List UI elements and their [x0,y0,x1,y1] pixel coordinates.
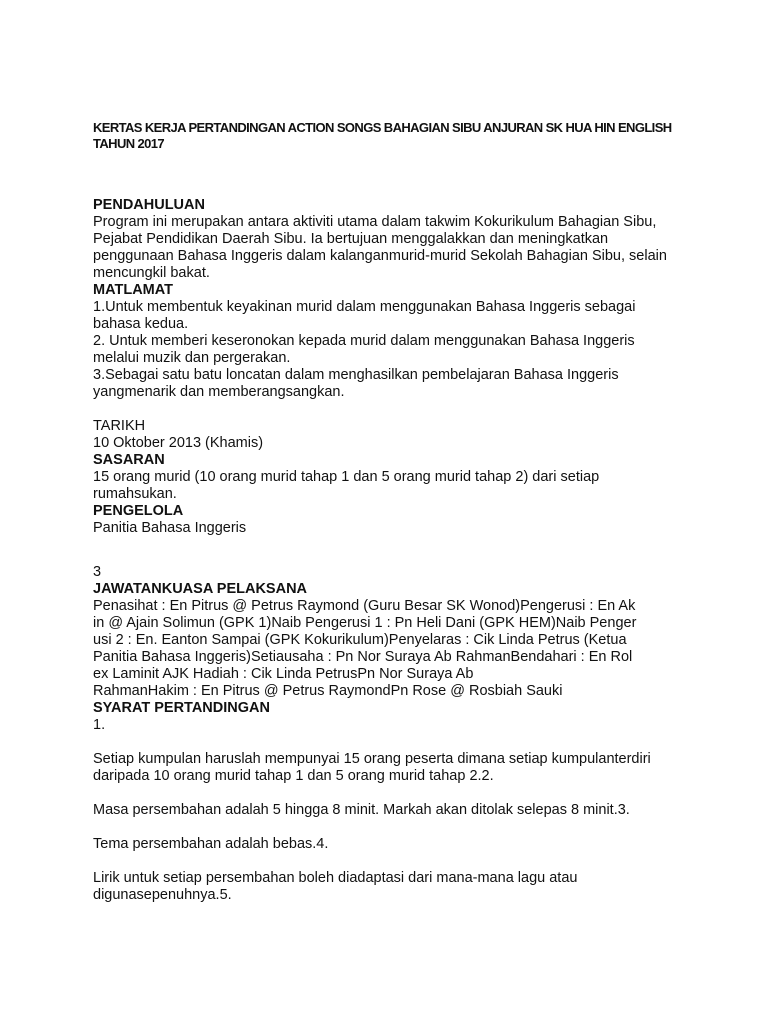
syarat-number: 1. [93,717,106,733]
pendahuluan-text: Program ini merupakan antara aktiviti utama dalam takwim Kokurikulum Bahagian Sibu, Pejabat Pendidikan Daerah Sibu. Ia bertujuan menggalakkan dan meningkatkan penggunaan Bahasa Inggeris dalam kalanganmurid-murid Sekolah Bahagian Sibu, selain mencungkil bakat. [93,214,667,281]
spacer [93,785,683,802]
spacer [93,853,683,870]
spacer [93,734,683,751]
heading-tarikh: TARIKH [93,418,146,434]
matlamat-item: 1.Untuk membentuk keyakinan murid dalam menggunakan Bahasa Inggeris sebagai bahasa kedua. [93,299,636,332]
jawatankuasa-line: ex Laminit AJK Hadiah : Cik Linda PetrusPn Nor Suraya Ab [93,666,474,682]
jawatankuasa-line: Panitia Bahasa Inggeris)Setiausaha : Pn Nor Suraya Ab RahmanBendahari : En Rol [93,649,633,665]
syarat-paragraph: Masa persembahan adalah 5 hingga 8 minit. Markah akan ditolak selepas 8 minit.3. [93,802,630,818]
spacer [93,537,683,564]
document-page [93,120,683,904]
jawatankuasa-line: RahmanHakim : En Pitrus @ Petrus RaymondPn Rose @ Rosbiah Sauki [93,683,563,699]
jawatankuasa-line: usi 2 : En. Eanton Sampai (GPK Kokurikulum)Penyelaras : Cik Linda Petrus (Ketua [93,632,627,648]
heading-sasaran: SASARAN [93,452,165,468]
page-number: 3 [93,564,102,580]
spacer [93,401,683,418]
tarikh-text: 10 Oktober 2013 (Khamis) [93,435,264,451]
jawatankuasa-line: in @ Ajain Solimun (GPK 1)Naib Pengerusi 1 : Pn Heli Dani (GPK HEM)Naib Penger [93,615,637,631]
heading-matlamat: MATLAMAT [93,282,173,298]
matlamat-item: 2. Untuk memberi keseronokan kepada murid dalam menggunakan Bahasa Inggeris melalui muzik dan pergerakan. [93,333,635,366]
syarat-paragraph: Setiap kumpulan haruslah mempunyai 15 orang peserta dimana setiap kumpulanterdiri daripada 10 orang murid tahap 1 dan 5 orang murid tahap 2.2. [93,751,651,784]
heading-pengelola: PENGELOLA [93,503,184,519]
heading-pendahuluan: PENDAHULUAN [93,197,205,213]
matlamat-item: 3.Sebagai satu batu loncatan dalam menghasilkan pembelajaran Bahasa Inggeris yangmenarik dan memberangsangkan. [93,367,619,400]
jawatankuasa-line: Penasihat : En Pitrus @ Petrus Raymond (Guru Besar SK Wonod)Pengerusi : En Ak [93,598,636,614]
spacer [93,819,683,836]
heading-jawatankuasa: JAWATANKUASA PELAKSANA [93,581,308,597]
document-title: KERTAS KERJA PERTANDINGAN ACTION SONGS BAHAGIAN SIBU ANJURAN SK HUA HIN ENGLISH TAHUN 2017 [93,120,672,151]
pengelola-text: Panitia Bahasa Inggeris [93,520,247,536]
sasaran-text: 15 orang murid (10 orang murid tahap 1 dan 5 orang murid tahap 2) dari setiap rumahsukan. [93,469,600,502]
syarat-paragraph: Tema persembahan adalah bebas.4. [93,836,329,852]
heading-syarat: SYARAT PERTANDINGAN [93,700,270,716]
spacer [93,152,683,197]
syarat-paragraph: Lirik untuk setiap persembahan boleh diadaptasi dari mana-mana lagu atau digunasepenuhnya.5. [93,870,578,903]
